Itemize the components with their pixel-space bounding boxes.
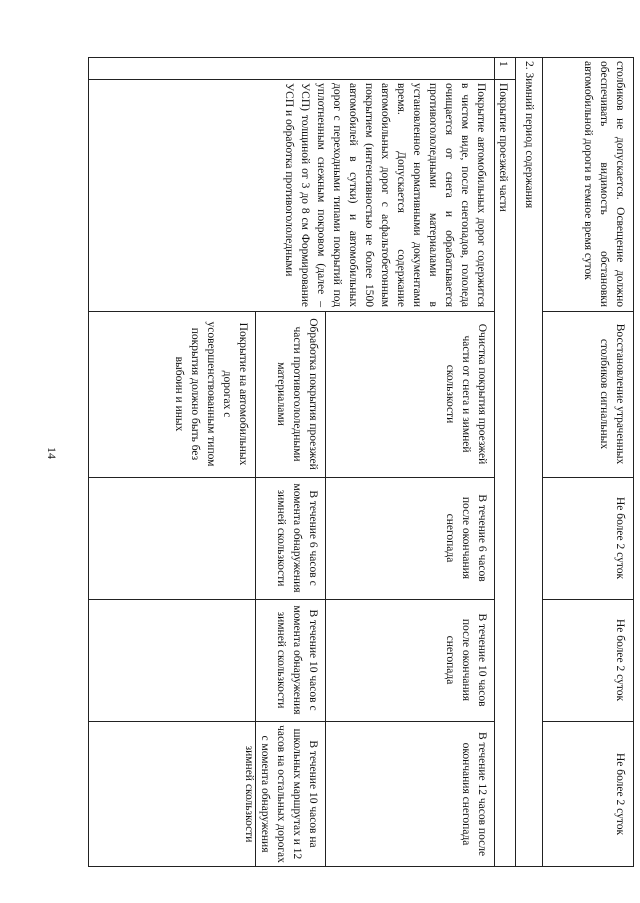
requirement-text: столбиков не допускается. Освещение должно обеспечивать видимость обстановки автомобильной дороги в темное время суток [582,61,626,307]
work-cell: Покрытие на автомобильных дорогах с усовершенствованным типом покрытия должно быть без выбоин и иных [173,321,249,467]
item-title: Покрытие проезжей части [497,83,509,212]
deadline-cell: Не более 2 суток [614,752,626,836]
item-requirement: Покрытие автомобильных дорог содержится в чистом виде, после снегопадов, гололеда очищается от снега и обрабатывается противогололедными материалами в установленное нормативными документами время. Допускается содержание автомобильных дорог с асфальтобетонным покрытием (интенсивностью не более 1500 автомобилей в сутки) и автомобильных дорог с переходными типами покрытий под уплотненным снежным покровом (далее – УСП) толщиной от 3 до 8 см Формирование УСП и обработка противогололедными [283,83,487,307]
deadline-cell: В течение 6 часов после окончания снегопада [444,494,488,582]
deadline-cell: Не более 2 суток [614,618,626,702]
work-cell: Очистка покрытия проезжей части от снега и зимней скользкости [444,323,488,465]
section-heading: 2. Зимний период содержания [523,61,535,209]
table-rule [494,311,495,867]
table-rule [633,57,634,867]
deadline-cell: В течение 10 часов с момента обнаружения зимней скользкости [275,605,319,715]
page-number: 14 [45,447,59,459]
document-table [88,57,634,867]
item-number: 1 [497,61,509,67]
deadline-cell: В течение 10 часов после окончания снегопада [444,613,488,707]
deadline-cell: В течение 6 часов с момента обнаружения зимней скользкости [275,483,319,593]
work-cell: Восстановление утраченных столбиков сигнальных [598,323,626,465]
deadline-cell: Не более 2 суток [614,496,626,580]
deadline-cell: В течение 10 часов на школьных маршрутах и 12 часов на остальных дорогах с момента обнаружения зимней скользкости [243,725,319,863]
work-cell: Обработка покрытия проезжей части противогололедными материалами [275,318,319,470]
table-rule [325,311,326,867]
deadline-cell: В течение 12 часов после окончания снегопада [460,731,488,857]
